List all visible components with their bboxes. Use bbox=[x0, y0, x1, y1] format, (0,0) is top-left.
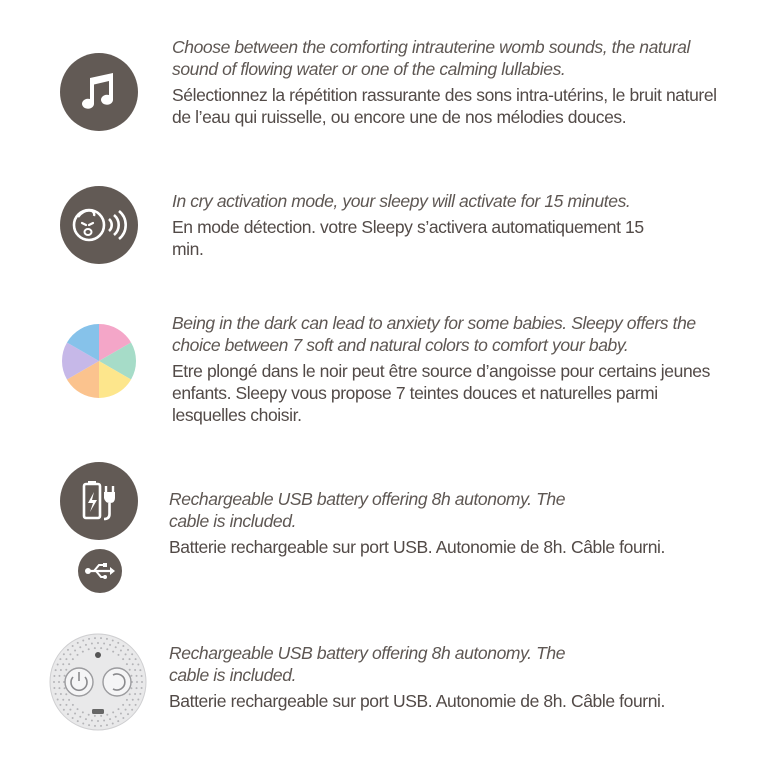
feature-music-fr: Sélectionnez la répétition rassurante des sons intra-utérins, le bruit naturel de l’eau qui ruisselle, ou encore une de nos mélodies douces. bbox=[172, 85, 717, 127]
usb-icon bbox=[78, 549, 122, 593]
battery-charging-icon bbox=[60, 462, 138, 540]
feature-cry-mode-fr: En mode détection. votre Sleepy s’activera automatiquement 15 min. bbox=[172, 217, 644, 259]
feature-battery-en: Rechargeable USB battery offering 8h autonomy. The cable is included. bbox=[169, 489, 566, 531]
feature-colors bbox=[172, 312, 732, 426]
color-wheel-icon bbox=[61, 323, 137, 399]
feature-colors-en: Being in the dark can lead to anxiety for some babies. Sleepy offers the choice between 7 soft and natural colors to comfort your baby. bbox=[172, 313, 696, 355]
feature-device bbox=[169, 642, 729, 712]
feature-cry-mode bbox=[172, 190, 732, 260]
feature-device-fr: Batterie rechargeable sur port USB. Autonomie de 8h. Câble fourni. bbox=[169, 691, 665, 711]
crying-baby-sound-icon bbox=[60, 186, 138, 264]
music-note-icon bbox=[60, 53, 138, 131]
feature-device-en: Rechargeable USB battery offering 8h autonomy. The cable is included. bbox=[169, 643, 566, 685]
feature-cry-mode-en: In cry activation mode, your sleepy will activate for 15 minutes. bbox=[172, 191, 631, 211]
feature-colors-fr: Etre plongé dans le noir peut être source d’angoisse pour certains jeunes enfants. Sleepy vous propose 7 teintes douces et naturelles parmi lesquelles choisir. bbox=[172, 361, 710, 425]
feature-battery bbox=[169, 488, 729, 558]
feature-music-en: Choose between the comforting intrauterine womb sounds, the natural sound of flowing water or one of the calming lullabies. bbox=[172, 37, 690, 79]
device-back-panel-icon bbox=[49, 633, 147, 731]
feature-music bbox=[172, 36, 732, 128]
feature-battery-fr: Batterie rechargeable sur port USB. Autonomie de 8h. Câble fourni. bbox=[169, 537, 665, 557]
